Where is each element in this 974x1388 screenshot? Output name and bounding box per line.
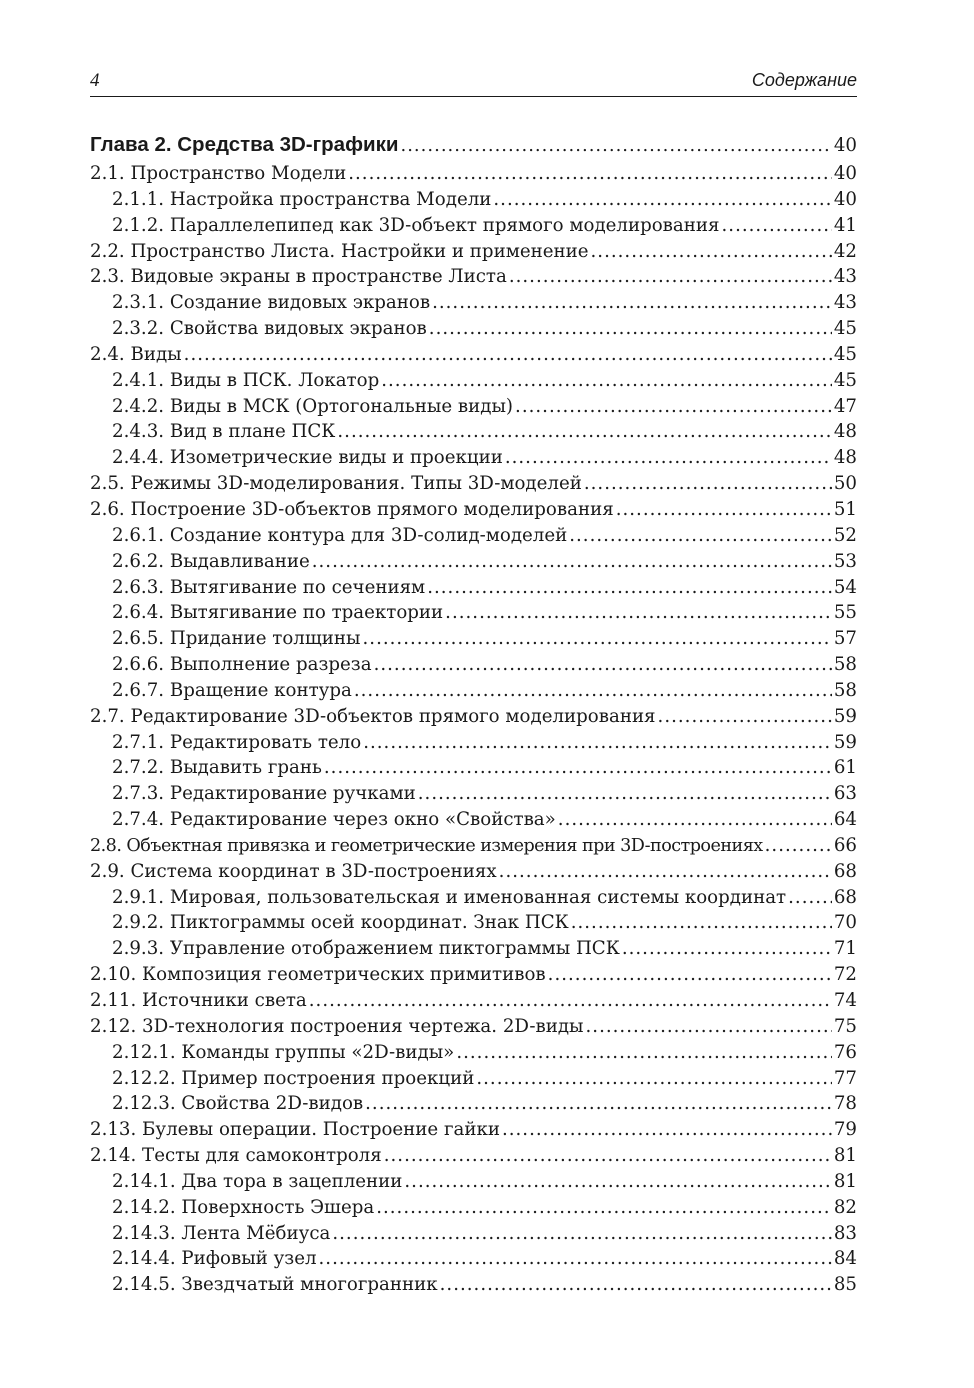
- toc-entry[interactable]: [90, 1117, 857, 1143]
- toc-entry-page: 45: [833, 318, 857, 340]
- toc-entry[interactable]: [90, 652, 857, 678]
- toc-entry-page: 42: [833, 240, 857, 262]
- toc-entry-label: 2.6.2. Выдавливание: [112, 550, 310, 572]
- toc-entry-label: 2.9.3. Управление отображением пиктограммы ПСК: [112, 938, 620, 960]
- dot-leader: [456, 1040, 832, 1066]
- toc-entry-label: 2.10. Композиция геометрических примитивов: [90, 964, 546, 986]
- toc-entry-page: 48: [833, 447, 857, 469]
- toc-entry[interactable]: [90, 781, 857, 807]
- dot-leader: [404, 1169, 831, 1195]
- dot-leader: [722, 213, 832, 239]
- toc-entry-label: 2.5. Режимы 3D-моделирования. Типы 3D-моделей: [90, 473, 582, 495]
- dot-leader: [499, 859, 832, 885]
- toc-entry-label: 2.12.1. Команды группы «2D-виды»: [112, 1041, 455, 1063]
- toc-entry-page: 66: [833, 834, 857, 856]
- dot-leader: [309, 988, 832, 1014]
- toc-entry-label: 2.6. Построение 3D-объектов прямого моделирования: [90, 498, 614, 520]
- toc-entry[interactable]: [90, 1195, 857, 1221]
- toc-entry-page: 51: [833, 498, 857, 520]
- toc-entry-label: 2.1.2. Параллелепипед как 3D-объект прямого моделирования: [112, 214, 720, 236]
- toc-entry-label: 2.7.3. Редактирование ручками: [112, 783, 416, 805]
- toc-entry-page: 40: [833, 188, 857, 210]
- dot-leader: [515, 394, 832, 420]
- toc-entry-label: 2.6.1. Создание контура для 3D-солид-моделей: [112, 524, 568, 546]
- toc-entry-label: 2.6.3. Вытягивание по сечениям: [112, 576, 426, 598]
- toc-entry-page: 75: [833, 1015, 857, 1037]
- toc-entry[interactable]: [90, 730, 857, 756]
- toc-entry[interactable]: [90, 187, 857, 213]
- section-title: Содержание: [751, 70, 857, 90]
- toc-entry-page: 41: [833, 214, 857, 236]
- toc-entry-page: 55: [833, 602, 857, 624]
- toc-entry-page: 68: [833, 886, 857, 908]
- toc-entry-label: 2.4.1. Виды в ПСК. Локатор: [112, 369, 380, 391]
- toc-entry[interactable]: [90, 575, 857, 601]
- toc-entry[interactable]: [90, 807, 857, 833]
- toc-entry-label: 2.4.2. Виды в МСК (Ортогональные виды): [112, 395, 514, 417]
- dot-leader: [348, 161, 832, 187]
- page-number: 4: [90, 70, 100, 91]
- toc-entry[interactable]: [90, 962, 857, 988]
- toc-entry-page: 48: [833, 421, 857, 443]
- running-header: [90, 66, 857, 97]
- toc-entry-label: 2.14.3. Лента Мёбиуса: [112, 1222, 331, 1244]
- toc-entry-label: 2.1. Пространство Модели: [90, 163, 347, 184]
- dot-leader: [658, 704, 832, 730]
- dot-leader: [354, 678, 832, 704]
- dot-leader: [569, 523, 832, 549]
- toc-entry-label: 2.6.7. Вращение контура: [112, 679, 352, 701]
- toc-entry[interactable]: [90, 1014, 857, 1040]
- toc-entry-page: 40: [833, 163, 857, 184]
- toc-entry-label: 2.9.2. Пиктограммы осей координат. Знак ПСК: [112, 912, 569, 934]
- dot-leader: [445, 600, 832, 626]
- toc-entry[interactable]: [90, 419, 857, 445]
- toc-entry-page: 40: [833, 135, 857, 156]
- dot-leader: [418, 781, 832, 807]
- dot-leader: [363, 730, 832, 756]
- toc-entry-page: 71: [833, 938, 857, 960]
- toc-entry-label: 2.12. 3D-технология построения чертежа. 2D-виды: [90, 1015, 584, 1037]
- toc-entry-page: 78: [833, 1093, 857, 1115]
- toc-entry-page: 59: [833, 731, 857, 753]
- toc-entry-page: 81: [833, 1170, 857, 1192]
- toc-entry-label: Глава 2. Средства 3D-графики: [90, 133, 399, 156]
- dot-leader: [788, 885, 832, 911]
- dot-leader: [400, 131, 831, 161]
- dot-leader: [616, 497, 832, 523]
- toc-entry[interactable]: [90, 626, 857, 652]
- toc-entry-label: 2.4.3. Вид в плане ПСК: [112, 421, 336, 443]
- toc-entry-label: 2.12.2. Пример построения проекций: [112, 1067, 475, 1089]
- dot-leader: [363, 626, 832, 652]
- dot-leader: [502, 1117, 832, 1143]
- toc-entry[interactable]: [90, 239, 857, 265]
- toc-entry-label: 2.9. Система координат в 3D-построениях: [90, 860, 497, 882]
- toc-entry-label: 2.6.6. Выполнение разреза: [112, 654, 372, 676]
- toc-entry-page: 53: [833, 550, 857, 572]
- dot-leader: [319, 1246, 832, 1272]
- dot-leader: [505, 445, 832, 471]
- toc-entry[interactable]: [90, 678, 857, 704]
- toc-entry-page: 82: [833, 1196, 857, 1218]
- dot-leader: [622, 936, 832, 962]
- toc-entry-page: 52: [833, 524, 857, 546]
- toc-entry-page: 61: [833, 757, 857, 779]
- dot-leader: [184, 342, 832, 368]
- toc-entry-label: 2.3. Видовые экраны в пространстве Листа: [90, 266, 507, 288]
- toc-entry-page: 70: [833, 912, 857, 934]
- dot-leader: [440, 1272, 832, 1298]
- toc-entry-page: 45: [833, 343, 857, 365]
- toc-entry[interactable]: [90, 859, 857, 885]
- toc-entry-page: 45: [833, 369, 857, 391]
- toc-entry-page: 68: [833, 860, 857, 882]
- dot-leader: [584, 471, 832, 497]
- toc-entry-page: 50: [833, 473, 857, 495]
- toc-entry[interactable]: [90, 600, 857, 626]
- toc-entry[interactable]: [90, 833, 857, 859]
- toc-entry-page: 63: [833, 783, 857, 805]
- table-of-contents: [90, 130, 857, 1298]
- toc-entry-label: 2.12.3. Свойства 2D-видов: [112, 1093, 364, 1115]
- toc-entry-label: 2.1.1. Настройка пространства Модели: [112, 188, 492, 210]
- toc-entry-page: 43: [833, 292, 857, 314]
- toc-entry-page: 58: [833, 679, 857, 701]
- dot-leader: [427, 575, 832, 601]
- dot-leader: [312, 549, 832, 575]
- dot-leader: [376, 1195, 832, 1221]
- toc-entry-label: 2.11. Источники света: [90, 990, 307, 1011]
- toc-entry-page: 77: [833, 1067, 857, 1089]
- toc-entry-label: 2.14. Тесты для самоконтроля: [90, 1145, 382, 1167]
- toc-entry-label: 2.3.2. Свойства видовых экранов: [112, 318, 427, 340]
- toc-chapter-entry[interactable]: [90, 130, 857, 161]
- toc-entry-page: 57: [833, 628, 857, 650]
- toc-entry-page: 59: [833, 705, 857, 727]
- toc-entry[interactable]: [90, 290, 857, 316]
- toc-entry-label: 2.4.4. Изометрические виды и проекции: [112, 447, 503, 469]
- toc-entry[interactable]: [90, 497, 857, 523]
- dot-leader: [476, 1066, 832, 1092]
- toc-entry[interactable]: [90, 1066, 857, 1092]
- dot-leader: [429, 316, 832, 342]
- toc-entry-label: 2.9.1. Мировая, пользовательская и именованная системы координат: [112, 886, 787, 908]
- toc-entry[interactable]: [90, 264, 857, 290]
- toc-entry-page: 64: [833, 809, 857, 831]
- dot-leader: [765, 833, 832, 859]
- dot-leader: [365, 1091, 832, 1117]
- dot-leader: [586, 1014, 832, 1040]
- toc-entry-label: 2.2. Пространство Листа. Настройки и применение: [90, 240, 589, 262]
- dot-leader: [332, 1221, 831, 1247]
- toc-entry-label: 2.7. Редактирование 3D-объектов прямого моделирования: [90, 705, 656, 727]
- toc-entry-label: 2.6.4. Вытягивание по траектории: [112, 602, 444, 624]
- toc-entry-page: 79: [833, 1119, 857, 1141]
- toc-entry[interactable]: [90, 1143, 857, 1169]
- toc-entry[interactable]: [90, 1091, 857, 1117]
- toc-entry-label: 2.13. Булевы операции. Построение гайки: [90, 1119, 500, 1141]
- dot-leader: [324, 755, 832, 781]
- toc-entry[interactable]: [90, 316, 857, 342]
- dot-leader: [384, 1143, 832, 1169]
- dot-leader: [509, 264, 832, 290]
- toc-entry[interactable]: [90, 1246, 857, 1272]
- toc-entry[interactable]: [90, 704, 857, 730]
- toc-entry-label: 2.14.2. Поверхность Эшера: [112, 1196, 375, 1218]
- dot-leader: [548, 962, 832, 988]
- toc-entry-label: 2.4. Виды: [90, 343, 182, 365]
- toc-entry-page: 54: [833, 576, 857, 598]
- dot-leader: [591, 239, 832, 265]
- toc-entry[interactable]: [90, 368, 857, 394]
- toc-entry[interactable]: [90, 1272, 857, 1298]
- toc-entry-page: 83: [833, 1222, 857, 1244]
- dot-leader: [374, 652, 832, 678]
- dot-leader: [571, 910, 832, 936]
- toc-entry-page: 43: [833, 266, 857, 288]
- toc-entry[interactable]: [90, 523, 857, 549]
- toc-entry-page: 84: [833, 1248, 857, 1270]
- toc-entry[interactable]: [90, 1169, 857, 1195]
- dot-leader: [558, 807, 832, 833]
- toc-entry[interactable]: [90, 885, 857, 911]
- dot-leader: [337, 419, 831, 445]
- toc-entry[interactable]: [90, 342, 857, 368]
- toc-entry-page: 47: [833, 395, 857, 417]
- toc-entry[interactable]: [90, 471, 857, 497]
- toc-entry[interactable]: [90, 755, 857, 781]
- dot-leader: [493, 187, 831, 213]
- toc-entry[interactable]: [90, 988, 857, 1014]
- toc-entry[interactable]: [90, 936, 857, 962]
- toc-entry-label: 2.6.5. Придание толщины: [112, 628, 361, 650]
- toc-entry-page: 81: [833, 1145, 857, 1167]
- toc-entry-label: 2.3.1. Создание видовых экранов: [112, 292, 431, 314]
- toc-entry[interactable]: [90, 445, 857, 471]
- toc-entry-label: 2.14.4. Рифовый узел: [112, 1248, 317, 1270]
- toc-entry[interactable]: [90, 1221, 857, 1247]
- toc-entry-page: 72: [833, 964, 857, 986]
- toc-entry-label: 2.7.2. Выдавить грань: [112, 757, 322, 779]
- toc-entry[interactable]: [90, 394, 857, 420]
- toc-entry-label: 2.7.1. Редактировать тело: [112, 731, 362, 753]
- toc-entry[interactable]: [90, 213, 857, 239]
- dot-leader: [432, 290, 832, 316]
- toc-entry-label: 2.14.5. Звездчатый многогранник: [112, 1274, 438, 1296]
- toc-entry-page: 58: [833, 654, 857, 676]
- toc-entry-page: 85: [833, 1274, 857, 1296]
- toc-entry-label: 2.8. Объектная привязка и геометрические измерения при 3D-построениях: [90, 835, 763, 856]
- dot-leader: [381, 368, 832, 394]
- toc-entry[interactable]: [90, 910, 857, 936]
- toc-entry-page: 76: [833, 1041, 857, 1063]
- toc-entry[interactable]: [90, 549, 857, 575]
- toc-entry[interactable]: [90, 1040, 857, 1066]
- toc-entry-page: 74: [833, 990, 857, 1011]
- toc-entry-label: 2.14.1. Два тора в зацеплении: [112, 1170, 403, 1192]
- toc-entry-label: 2.7.4. Редактирование через окно «Свойства»: [112, 809, 556, 831]
- toc-entry[interactable]: [90, 161, 857, 187]
